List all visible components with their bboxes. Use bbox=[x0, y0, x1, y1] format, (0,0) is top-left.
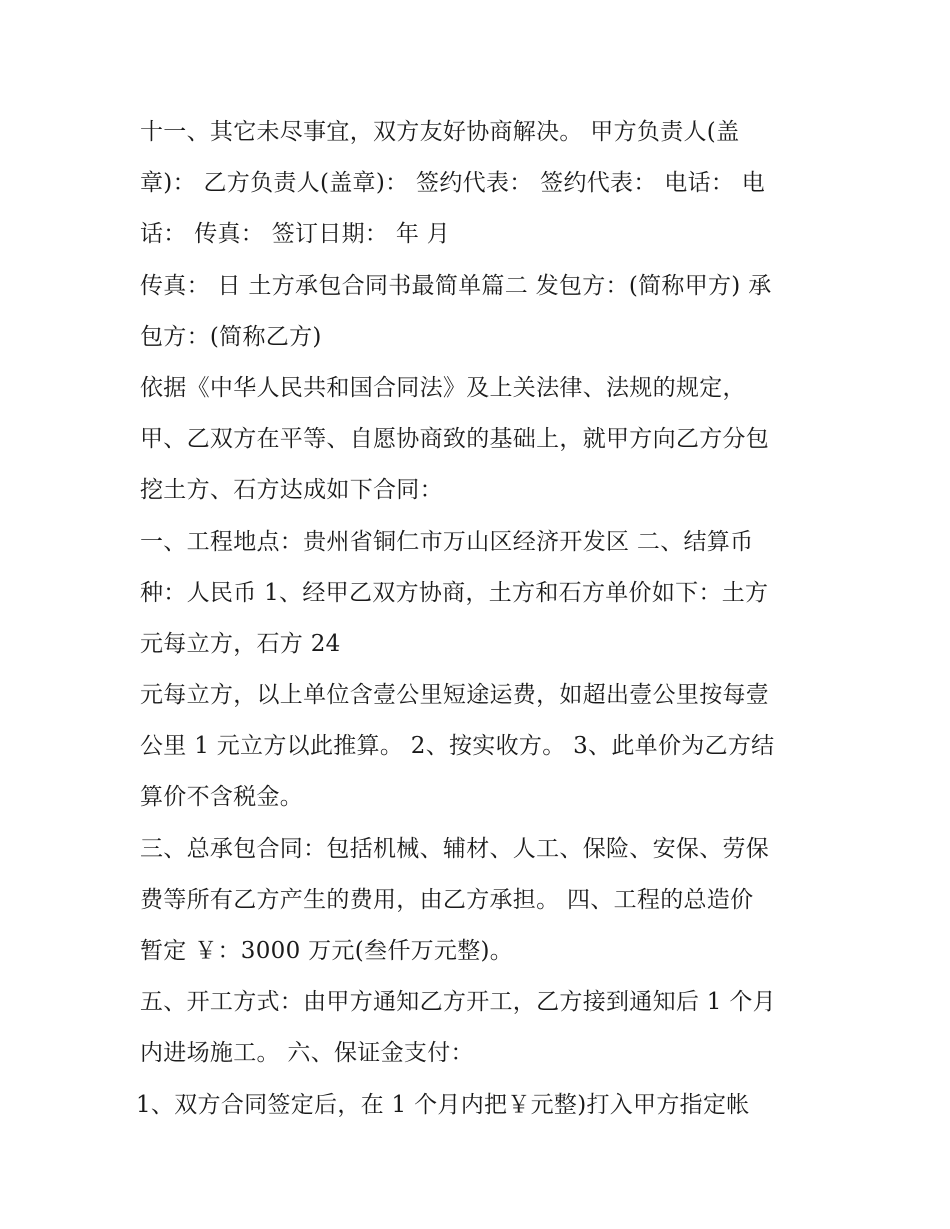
text-line: 元每立方，石方 24 bbox=[140, 630, 341, 657]
text-line: 挖土方、石方达成如下合同： bbox=[140, 477, 443, 504]
text-line: 甲、乙双方在平等、自愿协商致的基础上，就甲方向乙方分包 bbox=[140, 426, 770, 453]
text-line: 三、总承包合同：包括机械、辅材、人工、保险、安保、劳保 bbox=[140, 835, 770, 862]
text-line: 章)： 乙方负责人(盖章)： 签约代表： 签约代表： 电话： 电 bbox=[140, 170, 766, 197]
text-line: 十一、其它未尽事宜，双方友好协商解决。 甲方负责人(盖 bbox=[140, 119, 740, 145]
text-line: 种：人民币 1、经甲乙双方协商，土方和石方单价如下：土方 bbox=[140, 579, 769, 606]
text-line: 算价不含税金。 bbox=[140, 784, 304, 811]
contract-text bbox=[136, 107, 820, 1131]
text-line: 话： 传真： 签订日期： 年 月 bbox=[140, 221, 451, 248]
text-line: 元每立方，以上单位含壹公里短途运费，如超出壹公里按每壹 bbox=[140, 682, 770, 709]
text-line: 内进场施工。 六、保证金支付： bbox=[140, 1040, 474, 1067]
text-line: 一、工程地点：贵州省铜仁市万山区经济开发区 二、结算币 bbox=[140, 528, 754, 555]
text-line: 传真： 日 土方承包合同书最简单篇二 发包方：(简称甲方) 承 bbox=[140, 272, 772, 299]
text-line: 依据《中华人民共和国合同法》及上关法律、法规的规定， bbox=[140, 374, 746, 401]
text-line: 公里 1 元立方以此推算。 2、按实收方。 3、此单价为乙方结 bbox=[140, 733, 775, 760]
text-line: 五、开工方式：由甲方通知乙方开工，乙方接到通知后 1 个月 bbox=[140, 989, 776, 1016]
text-line: 费等所有乙方产生的费用，由乙方承担。 四、工程的总造价 bbox=[140, 886, 754, 913]
text-line: 包方：(简称乙方) bbox=[140, 323, 322, 350]
text-line: 暂定 ￥：3000 万元(叁仟万元整)。 bbox=[140, 938, 514, 964]
text-line: 1、双方合同签定后，在 1 个月内把￥元整)打入甲方指定帐 bbox=[136, 1091, 750, 1118]
